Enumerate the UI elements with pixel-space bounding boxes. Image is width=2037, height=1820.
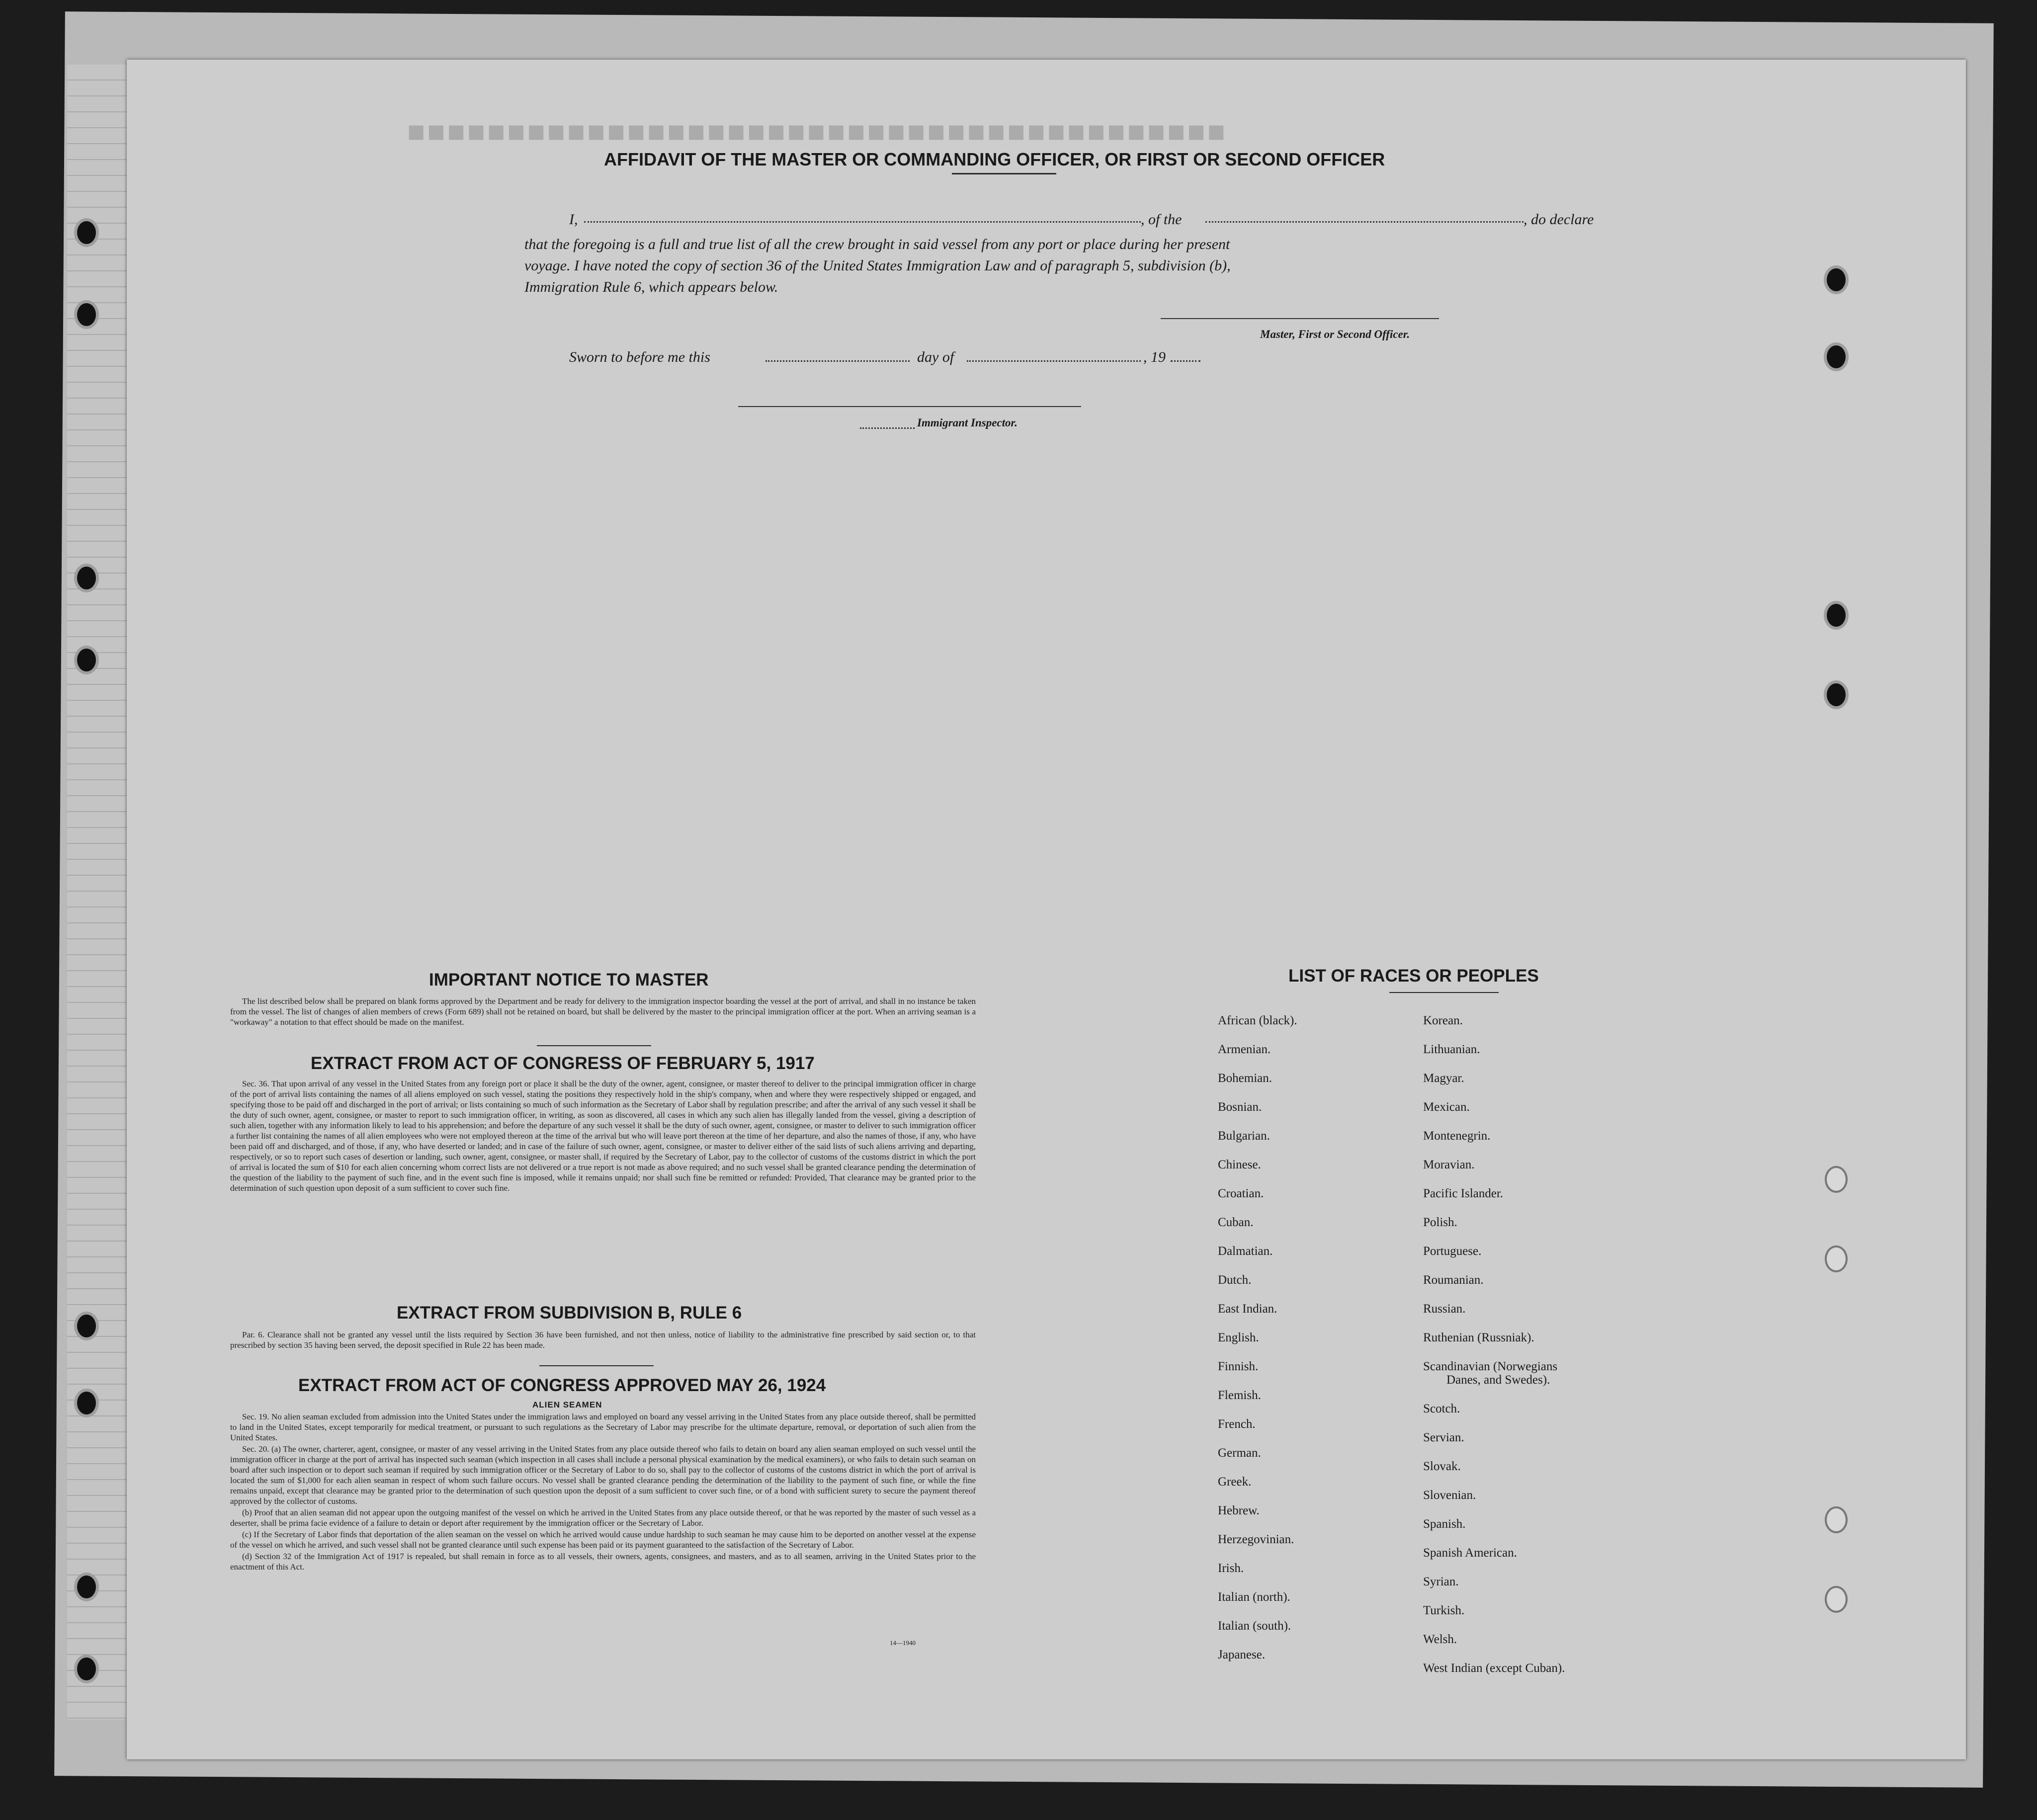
race-item: Korean. <box>1423 1014 1463 1027</box>
race-item: Herzegovinian. <box>1218 1533 1294 1546</box>
race-item: Russian. <box>1423 1302 1466 1316</box>
race-item: Servian. <box>1423 1431 1464 1444</box>
race-item: English. <box>1218 1331 1259 1344</box>
extract3-paragraph: Sec. 20. (a) The owner, charterer, agent, consignee, or master of any vessel arriving in the United States from any place outside thereof who fails to detain on board any alien seaman employed on such vessel until the immigration officer in charge at the port of arrival has inspected such seaman (which inspection in all cases shall include a personal physical examination by the medical examiners), or who fails to detain such seaman on board after such inspection or to deport such seaman if required by such immigration officer or the Secretary of Labor to do so, shall pay to the collector of customs of the customs district in which the port of arrival is located the sum of $1,000 for each alien seaman in respect of whom such failure occurs. No vessel shall be granted clearance pending the determination of the liability to the payment of such fine, or while the fine remains unpaid, except that clearance may be granted prior to the determination of such question upon the deposit of a sum sufficient to cover such fine, or of a bond with sufficient surety to secure the payment thereof approved by the collector of customs. <box>230 1444 976 1506</box>
extract2-title: EXTRACT FROM SUBDIVISION B, RULE 6 <box>397 1303 742 1323</box>
race-item: Bulgarian. <box>1218 1129 1270 1143</box>
race-item: Croatian. <box>1218 1187 1264 1200</box>
bleed-through: ■■■■■■■■■■■■■■■■■■■■■■■■■■■■■■■■■■■■■■■■■ <box>405 115 1225 148</box>
affidavit-para-3: Immigration Rule 6, which appears below. <box>524 279 778 295</box>
sworn-label: Sworn to before me this <box>569 349 710 365</box>
race-item: Moravian. <box>1423 1158 1475 1171</box>
name-blank <box>584 221 1141 223</box>
race-item: Irish. <box>1218 1562 1244 1575</box>
extract1-title: EXTRACT FROM ACT OF CONGRESS OF FEBRUARY 5, 1917 <box>311 1054 815 1073</box>
race-item: Bosnian. <box>1218 1100 1262 1114</box>
race-item: Armenian. <box>1218 1043 1271 1056</box>
sworn-year-blank <box>1171 360 1200 362</box>
race-item: Danes, and Swedes). <box>1446 1373 1550 1387</box>
race-item: African (black). <box>1218 1014 1297 1027</box>
master-signature-line <box>1161 318 1439 319</box>
notice-title: IMPORTANT NOTICE TO MASTER <box>429 970 709 990</box>
binder-hole <box>77 1315 96 1337</box>
binder-hole <box>77 649 96 671</box>
race-item: Chinese. <box>1218 1158 1261 1171</box>
race-item: Bohemian. <box>1218 1072 1273 1085</box>
race-item: Welsh. <box>1423 1633 1457 1646</box>
binder-hole <box>77 221 96 244</box>
divider-rule <box>539 1365 654 1366</box>
binder-hole <box>1827 604 1846 627</box>
race-item: Japanese. <box>1218 1648 1266 1661</box>
extract3-paragraph: (d) Section 32 of the Immigration Act of 1917 is repealed, but shall remain in force as to all vessels, their owners, agents, consignees, and masters, and as to all seamen, arriving in the United States prior to the enactment of this Act. <box>230 1552 976 1572</box>
vessel-blank <box>1205 221 1524 223</box>
inspector-label: Immigrant Inspector. <box>917 416 1018 429</box>
binder-hole <box>1827 683 1846 706</box>
extract3-paragraph: Sec. 19. No alien seaman excluded from admission into the United States under the immigration laws and employed on board any vessel arriving in the United States from any place outside thereof, shall be permitted to land in the United States, except temporarily for medical treatment, or pursuant to such regulations as the Secretary of Labor may prescribe for the ultimate departure, removal, or deportation of such alien from the United States. <box>230 1412 976 1442</box>
year-label: , 19 <box>1143 349 1166 365</box>
affidavit-title: AFFIDAVIT OF THE MASTER OR COMMANDING OFFICER, OR FIRST OR SECOND OFFICER <box>604 149 1385 169</box>
binder-hole <box>1827 268 1846 291</box>
master-label: Master, First or Second Officer. <box>1260 328 1410 340</box>
binder-hole <box>77 1392 96 1414</box>
extract2-text <box>230 1329 976 1351</box>
race-item: Cuban. <box>1218 1216 1254 1229</box>
race-item: Scotch. <box>1423 1402 1460 1415</box>
extract2-paragraph: Par. 6. Clearance shall not be granted any vessel until the lists required by Section 36 have been furnished, and not then unless, notice of liability to the administrative fine prescribed by said section or, to that prescribed by section 35 having been served, the deposit specified in Rule 22 has been made. <box>230 1330 976 1350</box>
extract3-text <box>230 1411 976 1573</box>
race-item: Italian (south). <box>1218 1619 1291 1633</box>
divider-rule <box>537 1045 651 1046</box>
race-item: West Indian (except Cuban). <box>1423 1661 1565 1675</box>
affidavit-para-2: voyage. I have noted the copy of section 36 of the United States Immigration Law and of paragraph 5, subdivision (b), <box>524 257 1231 274</box>
race-item: Polish. <box>1423 1216 1457 1229</box>
race-item: Turkish. <box>1423 1604 1465 1617</box>
extract1-text <box>230 1078 976 1194</box>
race-item: Lithuanian. <box>1423 1043 1480 1056</box>
race-item: Roumanian. <box>1423 1273 1484 1287</box>
extract1-paragraph: Sec. 36. That upon arrival of any vessel in the United States from any foreign port or place it shall be the duty of the owner, agent, consignee, or master thereof to deliver to the principal immigration officer in charge of the port of arrival lists containing the names of all aliens employed on such vessel, stating the positions they respectively hold in the ship's company, when and where they were respectively shipped or engaged, and specifying those to be paid off and discharged in the port of arrival; or lists containing so much of such information as the Secretary of Labor shall by regulation prescribe; and after the arrival of any such vessel it shall be the duty of such owner, agent, consignee, or master to report to such immigration officer, in writing, as soon as discovered, all cases in which any such alien has illegally landed from the vessel, giving a description of such alien, together with any information likely to lead to his apprehension; and before the departure of any such vessel it shall be the duty of such owner, agent, consignee, or master to deliver to such immigration officer a further list containing the names of all alien employees who were not employed thereon at the time of the arrival but who will leave port thereon at the time of her departure, and also the names of those, if any, who have been paid off and discharged, and of those, if any, who have deserted or landed; and in case of the failure of such owner, agent, consignee, or master to deliver either of the said lists of such aliens arriving and departing, respectively, or so to report such cases of desertion or landing, such owner, agent, consignee, or master shall, if required by the Secretary of Labor, pay to the collector of customs of the customs district in which the port of arrival is located the sum of $10 for each alien concerning whom correct lists are not delivered or a true report is not made as above required; and no such vessel shall be granted clearance pending the determination of the question of the liability to the payment of such fine, and in the event such fine is imposed, while it remains unpaid; nor shall such fine be remitted or refunded: Provided, That clearance may be granted prior to the determination of such question upon deposit of a sum sufficient to cover such fine. <box>230 1079 976 1193</box>
extract3-paragraph: (b) Proof that an alien seaman did not appear upon the outgoing manifest of the vessel on which he arrived in the United States from any place outside thereof, or that he was reported by the master of such vessel as a deserter, shall be prima facie evidence of a failure to detain or deport after requirement by the immigration officer or the Secretary of Labor. <box>230 1508 976 1528</box>
race-item: Montenegrin. <box>1423 1129 1491 1143</box>
document-sheet <box>127 60 1966 1759</box>
binder-hole <box>1827 1247 1846 1270</box>
sworn-month-blank <box>967 360 1141 362</box>
notice-text <box>230 996 976 1028</box>
race-item: Hebrew. <box>1218 1504 1260 1517</box>
race-item: Spanish American. <box>1423 1546 1517 1560</box>
affidavit-i: I, <box>569 211 578 228</box>
race-item: East Indian. <box>1218 1302 1277 1316</box>
affidavit-declare: , do declare <box>1524 211 1594 228</box>
race-item: Dalmatian. <box>1218 1244 1273 1258</box>
extract3-paragraph: (c) If the Secretary of Labor finds that deportation of the alien seaman on the vessel on which he arrived would cause undue hardship to such seaman he may cause him to be deported on another vessel at the expense of the vessel on which he arrived, and such vessel shall not be granted clearance until such expense has been paid or its payment guaranteed to the satisfaction of the Secretary of Labor. <box>230 1530 976 1550</box>
day-of-label: day of <box>917 349 954 365</box>
race-item: Scandinavian (Norwegians <box>1423 1360 1558 1373</box>
race-item: Greek. <box>1218 1475 1252 1489</box>
affidavit-para-1: that the foregoing is a full and true list of all the crew brought in said vessel from any port or place during her present <box>524 236 1230 252</box>
binder-hole <box>77 567 96 589</box>
race-item: Ruthenian (Russniak). <box>1423 1331 1534 1344</box>
race-item: Finnish. <box>1218 1360 1259 1373</box>
extract3-subtitle: ALIEN SEAMEN <box>532 1400 602 1409</box>
form-number: 14—1940 <box>890 1639 916 1647</box>
race-item: French. <box>1218 1417 1256 1431</box>
race-item: Slovak. <box>1423 1460 1461 1473</box>
title-rule <box>952 173 1056 174</box>
race-item: German. <box>1218 1446 1261 1460</box>
binder-hole <box>77 1657 96 1680</box>
races-title: LIST OF RACES OR PEOPLES <box>1288 966 1539 986</box>
race-item: Spanish. <box>1423 1517 1466 1531</box>
extract3-title: EXTRACT FROM ACT OF CONGRESS APPROVED MAY 26, 1924 <box>298 1376 826 1395</box>
notice-paragraph: The list described below shall be prepared on blank forms approved by the Department and be ready for delivery to the immigration inspector boarding the vessel at the port of arrival, and shall in no instance be taken from the vessel. The list of changes of alien members of crews (Form 689) shall not be retained on board, but shall be delivered by the master to the principal immigration officer at the port. When an arriving seaman is a "workaway" a notation to that effect should be made on the manifest. <box>230 996 976 1027</box>
inspector-short-line <box>860 427 915 429</box>
race-item: Portuguese. <box>1423 1244 1482 1258</box>
race-item: Italian (north). <box>1218 1590 1290 1604</box>
race-item: Dutch. <box>1218 1273 1252 1287</box>
race-item: Magyar. <box>1423 1072 1464 1085</box>
sworn-day-blank <box>765 360 910 362</box>
race-item: Flemish. <box>1218 1389 1261 1402</box>
race-item: Mexican. <box>1423 1100 1470 1114</box>
binder-hole <box>1827 1588 1846 1611</box>
race-item: Syrian. <box>1423 1575 1459 1588</box>
binder-hole <box>77 1575 96 1598</box>
binder-hole <box>1827 1168 1846 1191</box>
race-item: Slovenian. <box>1423 1489 1476 1502</box>
binder-hole <box>1827 1508 1846 1531</box>
inspector-signature-line <box>738 406 1081 407</box>
binder-hole <box>77 303 96 326</box>
affidavit-of-the: , of the <box>1141 211 1182 228</box>
race-item: Pacific Islander. <box>1423 1187 1504 1200</box>
binder-hole <box>1827 345 1846 368</box>
races-rule <box>1389 992 1499 993</box>
